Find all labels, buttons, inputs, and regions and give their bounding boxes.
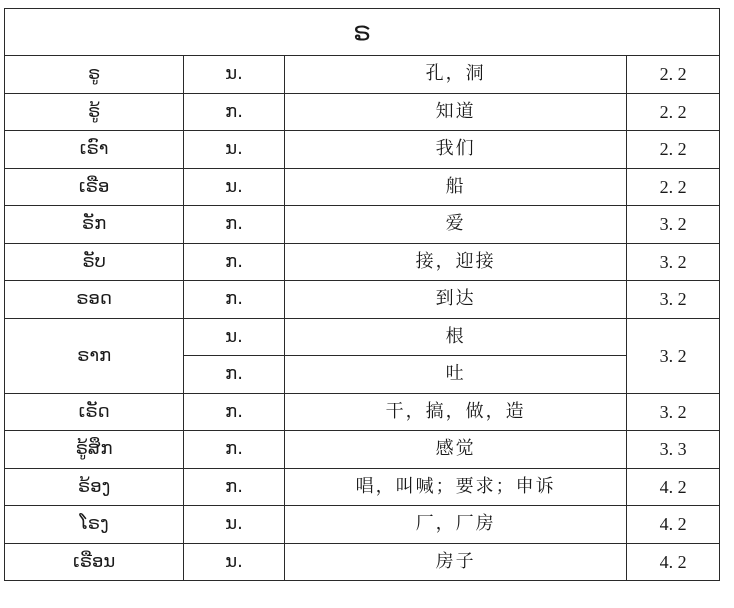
lao-word: ຣັບ <box>5 243 184 281</box>
lao-word: ເຣົາ <box>5 131 184 169</box>
chinese-meaning: 房子 <box>284 543 626 581</box>
part-of-speech: ນ. <box>184 318 285 356</box>
part-of-speech: ກ. <box>184 431 285 469</box>
part-of-speech: ກ. <box>184 206 285 244</box>
section-letter-heading: ຣ <box>5 9 720 56</box>
part-of-speech: ນ. <box>184 168 285 206</box>
table-row <box>5 393 720 431</box>
lesson-number: 2. 2 <box>627 93 720 131</box>
part-of-speech: ກ. <box>184 93 285 131</box>
part-of-speech: ກ. <box>184 281 285 319</box>
chinese-meaning: 孔，洞 <box>284 56 626 94</box>
lesson-number: 3. 2 <box>627 206 720 244</box>
lesson-number: 2. 2 <box>627 56 720 94</box>
part-of-speech: ກ. <box>184 468 285 506</box>
table-row <box>5 168 720 206</box>
lesson-number: 4. 2 <box>627 543 720 581</box>
lesson-number: 2. 2 <box>627 168 720 206</box>
lesson-number: 3. 2 <box>627 318 720 393</box>
lao-word: ເຣືອ <box>5 168 184 206</box>
lesson-number: 3. 3 <box>627 431 720 469</box>
table-row <box>5 543 720 581</box>
table-row <box>5 431 720 469</box>
table-row <box>5 318 720 356</box>
table-row <box>5 56 720 94</box>
chinese-meaning: 根 <box>284 318 626 356</box>
part-of-speech: ກ. <box>184 243 285 281</box>
lao-word: ຣອດ <box>5 281 184 319</box>
table-row <box>5 281 720 319</box>
table-row <box>5 243 720 281</box>
chinese-meaning: 唱，叫喊；要求；申诉 <box>284 468 626 506</box>
chinese-meaning: 船 <box>284 168 626 206</box>
lesson-number: 4. 2 <box>627 506 720 544</box>
table-header-row <box>5 9 720 56</box>
lao-word: ໂຣງ <box>5 506 184 544</box>
part-of-speech: ກ. <box>184 393 285 431</box>
chinese-meaning: 到达 <box>284 281 626 319</box>
chinese-meaning: 感觉 <box>284 431 626 469</box>
table-row <box>5 131 720 169</box>
lao-word: ຣູ້ສຶກ <box>5 431 184 469</box>
lao-word: ຣາກ <box>5 318 184 393</box>
vocabulary-table <box>4 8 720 581</box>
chinese-meaning: 吐 <box>284 356 626 394</box>
part-of-speech: ນ. <box>184 131 285 169</box>
lesson-number: 3. 2 <box>627 243 720 281</box>
chinese-meaning: 干，搞，做，造 <box>284 393 626 431</box>
part-of-speech: ກ. <box>184 356 285 394</box>
lesson-number: 2. 2 <box>627 131 720 169</box>
chinese-meaning: 厂，厂房 <box>284 506 626 544</box>
lesson-number: 3. 2 <box>627 281 720 319</box>
lao-word: ເຣັດ <box>5 393 184 431</box>
lao-word: ຣູ <box>5 56 184 94</box>
table-row <box>5 506 720 544</box>
chinese-meaning: 接，迎接 <box>284 243 626 281</box>
table-row <box>5 206 720 244</box>
table-row <box>5 468 720 506</box>
chinese-meaning: 我们 <box>284 131 626 169</box>
lesson-number: 4. 2 <box>627 468 720 506</box>
part-of-speech: ນ. <box>184 506 285 544</box>
part-of-speech: ນ. <box>184 543 285 581</box>
lao-word: ເຣືອນ <box>5 543 184 581</box>
lao-word: ຣັກ <box>5 206 184 244</box>
part-of-speech: ນ. <box>184 56 285 94</box>
lao-word: ຣ້ອງ <box>5 468 184 506</box>
table-row <box>5 93 720 131</box>
chinese-meaning: 知道 <box>284 93 626 131</box>
lao-word: ຣູ້ <box>5 93 184 131</box>
lesson-number: 3. 2 <box>627 393 720 431</box>
chinese-meaning: 爱 <box>284 206 626 244</box>
